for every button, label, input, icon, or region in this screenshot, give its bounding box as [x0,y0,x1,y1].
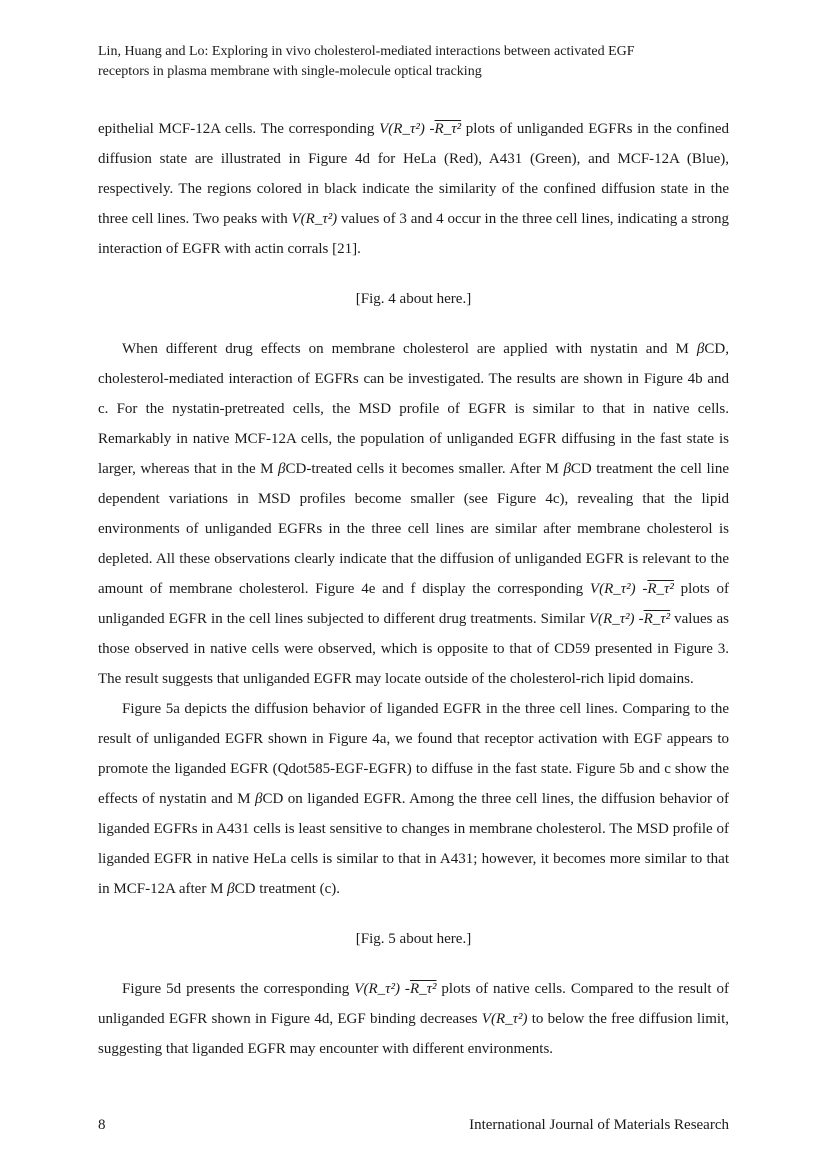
mean-r-squared: R_τ² [434,121,462,137]
journal-name: International Journal of Materials Research [469,1117,729,1133]
text-run: epithelial MCF-12A cells. The corresponding [98,121,380,137]
beta-symbol: β [227,881,235,897]
beta-symbol: β [696,341,705,357]
variance-expression: V(R_τ²) [354,981,400,997]
text-run: CD treatment the cell line dependent variations in MSD profiles become smaller (see Figure 4c), revealing that the lipid environments of unliganded EGFRs in the three cell lines are similar after membrane cholesterol is depleted. All these observations clearly indicate that the diffusion of unliganded EGFR is relevant to the amount of membrane cholesterol. Figure 4e and f display the corresponding [98,461,730,597]
text-run: values of 3 and 4 occur in the three cell lines, indicating a strong interaction of EGFR with actin corrals [21]. [98,211,729,257]
text-run: values as those observed in native cells were observed, which is opposite to that of CD59 presented in Figure 3. The result suggests that unliganded EGFR may locate outside of the cholesterol-rich lipid domains. [98,611,729,687]
beta-symbol: β [278,461,286,477]
paragraph-4: Figure 5d presents the corresponding V(R_τ²) -R_τ² plots of native cells. Compared to the result of unliganded EGFR shown in Figure 4d, EGF binding decreases V(R_τ²) to below the free diffusion limit, suggesting that liganded EGFR may encounter with different environments. [98,981,730,1057]
variance-expression: V(R_τ²) [291,211,338,227]
variance-expression: V(R_τ²) [379,121,425,137]
paragraph-1: epithelial MCF-12A cells. The corresponding V(R_τ²) -R_τ² plots of unliganded EGFRs in the confined diffusion state are illustrated in Figure 4d for HeLa (Red), A431 (Green), and MCF-12A (Blue), respectively. The regions colored in black indicate the similarity of the confined diffusion state in the three cell lines. Two peaks with V(R_τ²) values of 3 and 4 occur in the three cell lines, indicating a strong interaction of EGFR with actin corrals [21]. [98,121,730,257]
text-run: CD-treated cells it becomes smaller. After M [285,461,564,477]
body-text [98,114,729,1064]
variance-expression: V(R_τ²) [589,581,636,597]
text-run: CD, cholesterol-mediated interaction of EGFRs can be investigated. The results are shown in Figure 4b and c. For the nystatin-pretreated cells, the MSD profile of EGFR is similar to that in native cells. Remarkably in native MCF-12A cells, the population of unliganded EGFR diffusing in the fast state is larger, whereas that in the M [98,341,729,477]
running-header [98,42,738,82]
text-run: Figure 5a depicts the diffusion behavior of liganded EGFR in the three cell lines. Comparing to the result of unliganded EGFR shown in Figure 4a, we found that receptor activation with EGF appears to promote the liganded EGFR (Qdot585-EGF-EGFR) to diffuse in the fast state. Figure 5b and c show the effects of nystatin and M [98,701,729,807]
mean-r-squared: R_τ² [647,581,674,597]
beta-symbol: β [563,461,571,477]
variance-expression: V(R_τ²) [588,611,635,627]
variance-expression: V(R_τ²) [481,1011,528,1027]
text-run: Figure 5d presents the corresponding [122,981,355,997]
text-run: to below the free diffusion limit, suggesting that liganded EGFR may encounter with different environments. [98,1011,730,1057]
paragraph-3 [98,694,729,904]
figure-5-placeholder: [Fig. 5 about here.] [355,931,472,947]
text-run: plots of unliganded EGFRs in the confined diffusion state are illustrated in Figure 4d for HeLa (Red), A431 (Green), and MCF-12A (Blue), respectively. The regions colored in black indicate the similarity of the confined diffusion state in the three cell lines. Two peaks with [98,121,730,227]
header-line-2: receptors in plasma membrane with single-molecule optical tracking [98,64,482,79]
mean-r-squared: R_τ² [643,611,671,627]
text-run: CD on liganded EGFR. Among the three cell lines, the diffusion behavior of liganded EGFRs in A431 cells is least sensitive to changes in membrane cholesterol. The MSD profile of liganded EGFR in native HeLa cells is similar to that in A431; however, it becomes more similar to that in MCF-12A after M [98,791,729,897]
text-run: When different drug effects on membrane cholesterol are applied with nystatin and M [122,341,697,357]
mean-r-squared: R_τ² [409,981,437,997]
beta-symbol: β [255,791,263,807]
text-run: plots of native cells. Compared to the result of unliganded EGFR shown in Figure 4d, EGF binding decreases [98,981,730,1027]
header-line-1: Lin, Huang and Lo: Exploring in vivo cholesterol-mediated interactions between activated EGF [98,44,635,59]
figure-4-placeholder: [Fig. 4 about here.] [355,291,472,307]
text-run: plots of unliganded EGFR in the cell lines subjected to different drug treatments. Similar [98,581,730,627]
text-run: CD treatment (c). [234,881,341,897]
page-number: 8 [98,1117,106,1133]
paragraph-2: When different drug effects on membrane cholesterol are applied with nystatin and M βCD, cholesterol-mediated interaction of EGFRs can be investigated. The results are shown in Figure 4b and c. For the nystatin-pretreated cells, the MSD profile of EGFR is similar to that in native cells. Remarkably in native MCF-12A cells, the population of unliganded EGFR diffusing in the fast state is larger, whereas that in the M βCD-treated cells it becomes smaller. After M βCD treatment the cell line dependent variations in MSD profiles become smaller (see Figure 4c), revealing that the lipid environments of unliganded EGFRs in the three cell lines are similar after membrane cholesterol is depleted. All these observations clearly indicate that the diffusion of unliganded EGFR is relevant to the amount of membrane cholesterol. Figure 4e and f display the corresponding V(R_τ²) -R_τ² plots of unliganded EGFR in the cell lines subjected to different drug treatments. Similar V(R_τ²) -R_τ² values as those observed in native cells were observed, which is opposite to that of CD59 presented in Figure 3. The result suggests that unliganded EGFR may locate outside of the cholesterol-rich lipid domains. [98,341,730,687]
